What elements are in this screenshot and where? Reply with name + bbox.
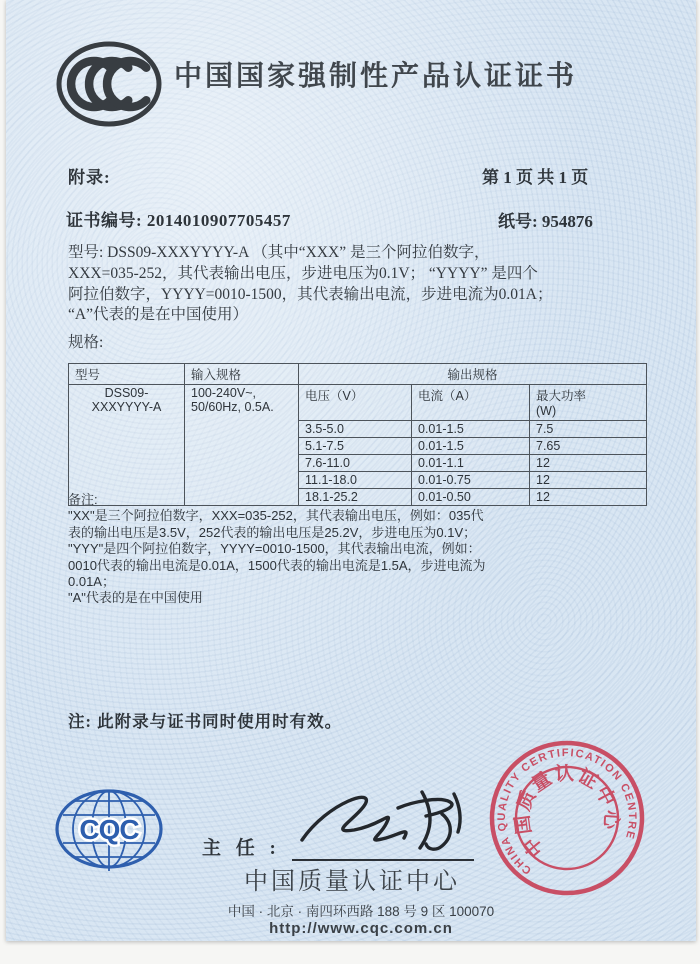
power-cell: 12 [530,489,647,506]
certificate-number-line [66,206,291,231]
cqc-logo [52,786,166,872]
document-title: 中国国家强制性产品认证证书 [174,60,578,91]
certificate-number-label: 证书编号: [66,211,143,230]
certificate-number-value: 2014010907705457 [146,211,291,230]
current-cell: 0.01-1.5 [412,438,530,455]
subheader-voltage: 电压（V） [299,385,412,421]
voltage-cell: 3.5-5.0 [299,421,412,438]
model-description-line: 型号: DSS09-XXXYYYY-A （其中“XXX” 是三个阿拉伯数字， [68,244,490,261]
model-description-line: XXX=035-252，其代表输出电压，步进电压为0.1V； “YYYY” 是四个 [68,264,538,282]
official-seal [472,723,662,913]
model-cell [69,385,185,506]
remarks-line: 0010代表的输出电流是0.01A，1500代表的输出电流是1.5A，步进电流为 [68,557,486,573]
remarks-label: 备注: [68,492,98,507]
power-cell: 12 [530,472,647,489]
remarks-line: "XX"是三个阿拉伯数字，XXX=035-252，其代表输出电压，例如：035代 [68,508,484,524]
remarks-line: "YYY"是四个阿拉伯数字，YYYY=0010-1500，其代表输出电流，例如： [68,541,481,557]
spec-label: 规格: [68,334,104,351]
remarks-line: "A"代表的是在中国使用 [68,590,203,606]
remarks-block [68,492,538,607]
organization-name: 中国质量认证中心 [244,868,460,895]
spec-table [68,363,647,506]
current-cell: 0.01-1.5 [412,421,530,438]
paper-number-label: 纸号: [498,212,538,231]
seal-latin-text: CHINA QUALITY CERTIFICATION CENTRE [495,746,639,877]
director-signature [294,780,476,860]
model-description-line: “A”代表的是在中国使用） [68,306,248,324]
col-header-model: 型号 [69,364,185,385]
current-cell: 0.01-0.75 [412,472,530,489]
power-cell: 7.65 [530,438,647,455]
page-number-info: 第 1 页 共 1 页 [482,168,589,187]
subheader-power-line: 最大功率 [536,389,587,403]
ccc-logo [50,30,168,140]
voltage-cell: 11.1-18.0 [299,472,412,489]
model-description-line: 阿拉伯数字，YYYY=0010-1500，其代表输出电流，步进电流为0.01A； [68,285,553,303]
organization-website: http://www.cqc.com.cn [269,920,453,937]
input-cell-line: 100-240V~, [191,386,256,400]
seal-chinese-text: 中国质量认证中心 [512,763,622,861]
voltage-cell: 18.1-25.2 [299,489,412,506]
current-cell: 0.01-0.50 [412,489,530,506]
certificate-page [6,0,696,941]
col-header-output: 输出规格 [299,364,647,385]
current-cell: 0.01-1.1 [412,455,530,472]
model-description [68,243,628,326]
subheader-current: 电流（A） [412,385,530,421]
model-cell-line: XXXYYYY-A [91,400,162,414]
appendix-label: 附录: [68,168,111,187]
organization-address: 中国 · 北京 · 南四环西路 188 号 9 区 100070 [227,904,495,919]
paper-number-value: 954876 [541,212,593,231]
validity-note: 注: 此附录与证书同时使用时有效。 [68,712,343,731]
director-label: 主 任 : [202,838,281,859]
remarks-line: 表的输出电压是3.5V，252代表的输出电压是25.2V，步进电压为0.1V； [68,524,477,540]
subheader-power-unit: (W) [536,404,557,418]
paper-number-line [498,207,593,232]
voltage-cell: 7.6-11.0 [299,455,412,472]
subheader-power [530,385,647,421]
cqc-logo-text: CQC [79,814,139,845]
voltage-cell: 5.1-7.5 [299,438,412,455]
model-cell-line: DSS09- [104,386,149,400]
col-header-input: 输入规格 [185,364,299,385]
power-cell: 7.5 [530,421,647,438]
power-cell: 12 [530,455,647,472]
remarks-line: 0.01A； [68,574,115,590]
input-cell [185,385,299,506]
input-cell-line: 50/60Hz, 0.5A. [191,400,274,414]
